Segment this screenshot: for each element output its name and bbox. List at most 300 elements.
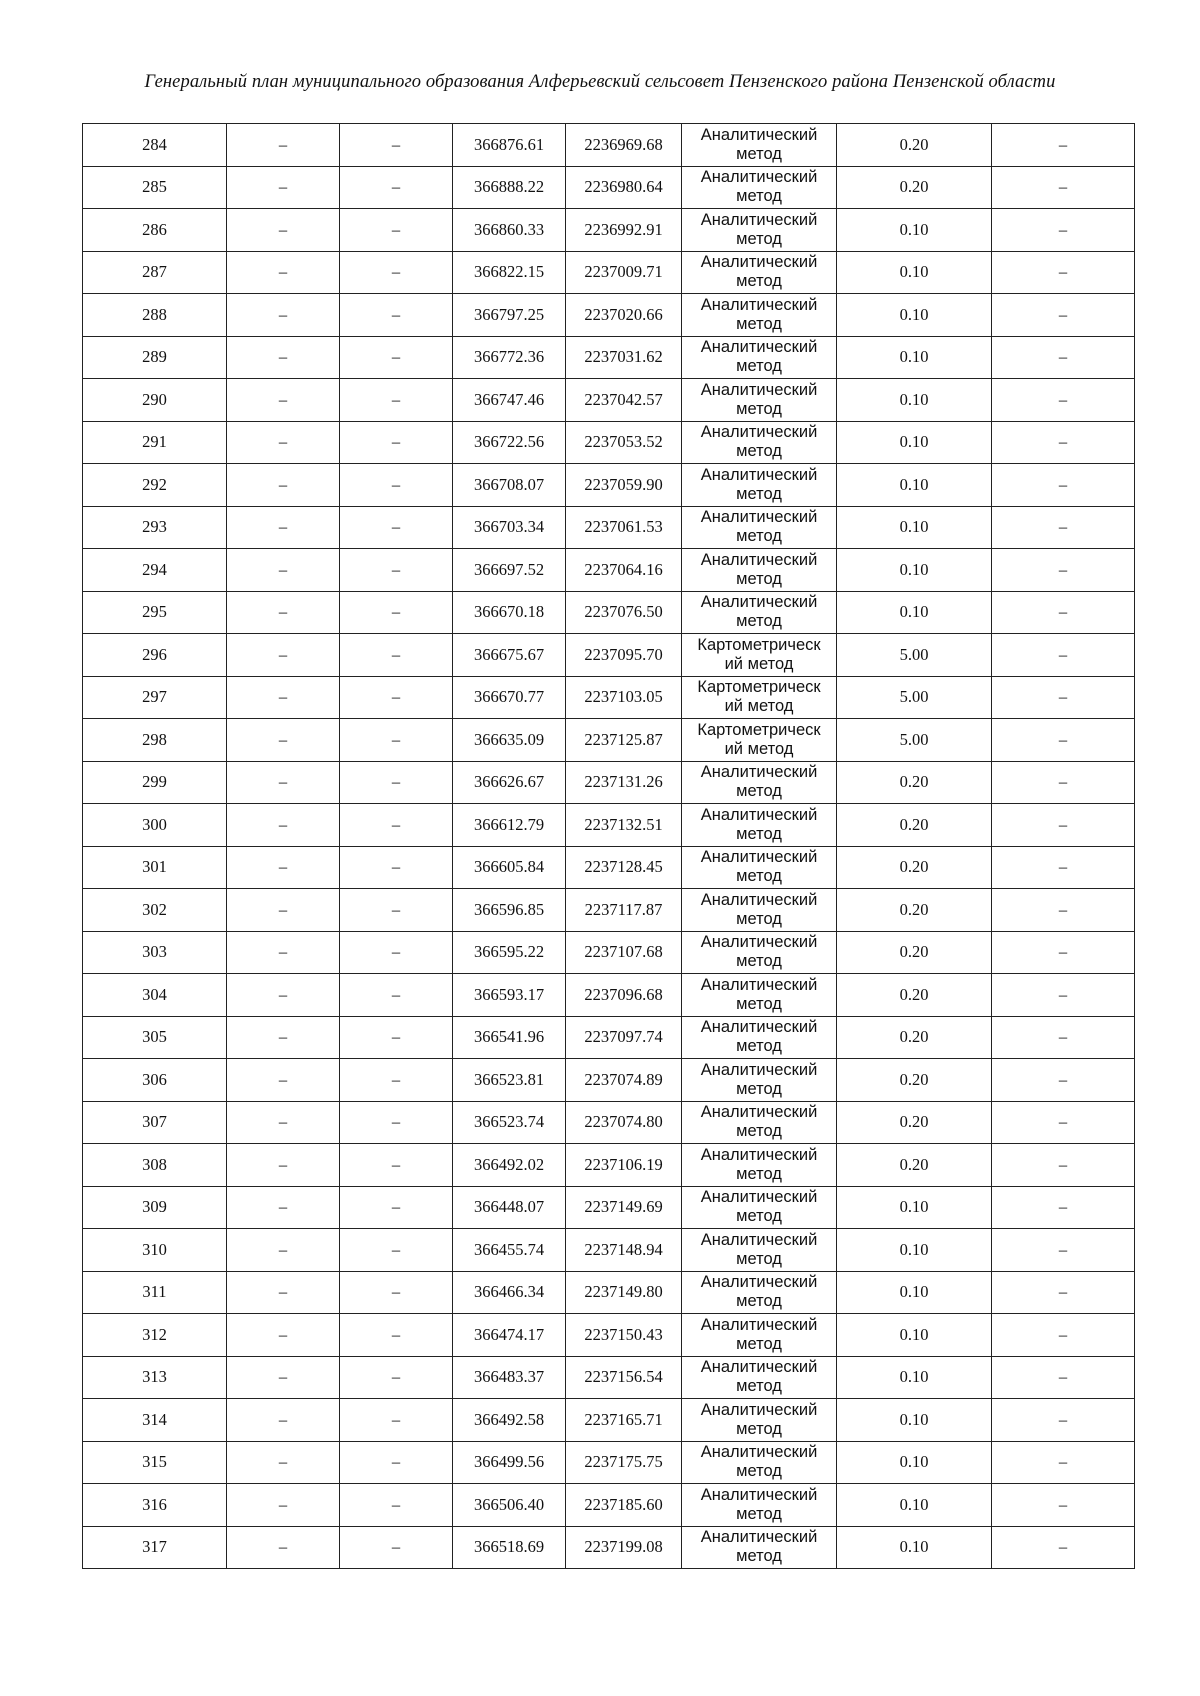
empty-dash-cell: – (992, 846, 1135, 889)
empty-dash-cell: – (227, 1314, 340, 1357)
point-number-cell: 303 (83, 931, 227, 974)
empty-dash-cell: – (340, 1441, 453, 1484)
point-number-cell: 314 (83, 1399, 227, 1442)
empty-dash-cell: – (992, 464, 1135, 507)
empty-dash-cell: – (340, 1356, 453, 1399)
empty-dash-cell: – (992, 761, 1135, 804)
x-coordinate-cell: 366626.67 (453, 761, 566, 804)
accuracy-cell: 0.20 (837, 761, 992, 804)
method-line-1: Аналитический (700, 1018, 818, 1037)
empty-dash-cell: – (992, 1016, 1135, 1059)
y-coordinate-cell: 2237009.71 (566, 251, 682, 294)
method-line-1: Аналитический (700, 848, 818, 867)
accuracy-cell: 0.20 (837, 846, 992, 889)
y-coordinate-cell: 2237074.89 (566, 1059, 682, 1102)
accuracy-cell: 0.10 (837, 591, 992, 634)
method-cell (682, 1271, 837, 1314)
x-coordinate-cell: 366605.84 (453, 846, 566, 889)
accuracy-cell: 0.10 (837, 464, 992, 507)
method-line-1: Аналитический (700, 1060, 818, 1079)
empty-dash-cell: – (340, 166, 453, 209)
x-coordinate-cell: 366492.58 (453, 1399, 566, 1442)
accuracy-cell: 5.00 (837, 634, 992, 677)
x-coordinate-cell: 366670.18 (453, 591, 566, 634)
empty-dash-cell: – (992, 1526, 1135, 1569)
method-line-2: метод (736, 1292, 782, 1311)
method-cell (682, 1059, 837, 1102)
empty-dash-cell: – (340, 1144, 453, 1187)
empty-dash-cell: – (340, 931, 453, 974)
point-number-cell: 292 (83, 464, 227, 507)
method-cell (682, 166, 837, 209)
table-row (83, 124, 1135, 167)
empty-dash-cell: – (227, 804, 340, 847)
method-line-2: метод (736, 569, 782, 588)
method-cell (682, 1441, 837, 1484)
y-coordinate-cell: 2237128.45 (566, 846, 682, 889)
method-cell (682, 1186, 837, 1229)
x-coordinate-cell: 366523.74 (453, 1101, 566, 1144)
table-row (83, 336, 1135, 379)
empty-dash-cell: – (340, 124, 453, 167)
empty-dash-cell: – (340, 1314, 453, 1357)
table-row (83, 719, 1135, 762)
x-coordinate-cell: 366722.56 (453, 421, 566, 464)
empty-dash-cell: – (340, 676, 453, 719)
empty-dash-cell: – (227, 1484, 340, 1527)
table-row (83, 1526, 1135, 1569)
y-coordinate-cell: 2237156.54 (566, 1356, 682, 1399)
point-number-cell: 312 (83, 1314, 227, 1357)
empty-dash-cell: – (227, 1059, 340, 1102)
y-coordinate-cell: 2237095.70 (566, 634, 682, 677)
empty-dash-cell: – (992, 1356, 1135, 1399)
empty-dash-cell: – (227, 1356, 340, 1399)
accuracy-cell: 0.10 (837, 421, 992, 464)
empty-dash-cell: – (227, 124, 340, 167)
empty-dash-cell: – (340, 209, 453, 252)
method-line-1: Аналитический (700, 1485, 818, 1504)
accuracy-cell: 0.20 (837, 1101, 992, 1144)
method-cell (682, 804, 837, 847)
table-row (83, 464, 1135, 507)
accuracy-cell: 0.20 (837, 974, 992, 1017)
method-line-1: Аналитический (700, 125, 818, 144)
accuracy-cell: 0.10 (837, 379, 992, 422)
method-cell (682, 1016, 837, 1059)
empty-dash-cell: – (992, 209, 1135, 252)
x-coordinate-cell: 366541.96 (453, 1016, 566, 1059)
empty-dash-cell: – (992, 634, 1135, 677)
empty-dash-cell: – (992, 1441, 1135, 1484)
y-coordinate-cell: 2237059.90 (566, 464, 682, 507)
method-line-2: метод (736, 1377, 782, 1396)
method-line-1: Аналитический (700, 1400, 818, 1419)
y-coordinate-cell: 2237117.87 (566, 889, 682, 932)
method-cell (682, 1229, 837, 1272)
accuracy-cell: 0.20 (837, 124, 992, 167)
empty-dash-cell: – (227, 421, 340, 464)
empty-dash-cell: – (992, 294, 1135, 337)
method-line-1: Аналитический (700, 295, 818, 314)
empty-dash-cell: – (992, 974, 1135, 1017)
method-line-2: метод (736, 782, 782, 801)
method-cell (682, 251, 837, 294)
method-line-2: метод (736, 1207, 782, 1226)
empty-dash-cell: – (227, 336, 340, 379)
empty-dash-cell: – (992, 166, 1135, 209)
point-number-cell: 289 (83, 336, 227, 379)
point-number-cell: 301 (83, 846, 227, 889)
method-line-1: Аналитический (700, 1358, 818, 1377)
method-line-2: метод (736, 442, 782, 461)
empty-dash-cell: – (340, 549, 453, 592)
page-header: Генеральный план муниципального образования Алферьевский сельсовет Пензенского района Пензенской области (144, 72, 1056, 92)
empty-dash-cell: – (992, 719, 1135, 762)
empty-dash-cell: – (227, 676, 340, 719)
method-line-2: ий метод (724, 654, 794, 673)
x-coordinate-cell: 366772.36 (453, 336, 566, 379)
x-coordinate-cell: 366697.52 (453, 549, 566, 592)
accuracy-cell: 0.10 (837, 1484, 992, 1527)
y-coordinate-cell: 2237148.94 (566, 1229, 682, 1272)
point-number-cell: 305 (83, 1016, 227, 1059)
empty-dash-cell: – (992, 336, 1135, 379)
empty-dash-cell: – (340, 889, 453, 932)
y-coordinate-cell: 2237053.52 (566, 421, 682, 464)
method-cell (682, 124, 837, 167)
y-coordinate-cell: 2237199.08 (566, 1526, 682, 1569)
method-line-1: Аналитический (700, 933, 818, 952)
x-coordinate-cell: 366860.33 (453, 209, 566, 252)
y-coordinate-cell: 2237107.68 (566, 931, 682, 974)
x-coordinate-cell: 366612.79 (453, 804, 566, 847)
method-line-2: ий метод (724, 739, 794, 758)
method-cell (682, 974, 837, 1017)
empty-dash-cell: – (340, 591, 453, 634)
empty-dash-cell: – (227, 1271, 340, 1314)
method-line-1: Аналитический (700, 1528, 818, 1547)
method-cell (682, 464, 837, 507)
table-row (83, 931, 1135, 974)
x-coordinate-cell: 366448.07 (453, 1186, 566, 1229)
method-line-1: Аналитический (700, 465, 818, 484)
accuracy-cell: 0.20 (837, 931, 992, 974)
table-row (83, 166, 1135, 209)
empty-dash-cell: – (340, 1399, 453, 1442)
method-line-2: метод (736, 1249, 782, 1268)
point-number-cell: 306 (83, 1059, 227, 1102)
empty-dash-cell: – (340, 846, 453, 889)
x-coordinate-cell: 366635.09 (453, 719, 566, 762)
method-cell (682, 591, 837, 634)
point-number-cell: 307 (83, 1101, 227, 1144)
point-number-cell: 297 (83, 676, 227, 719)
method-cell (682, 931, 837, 974)
y-coordinate-cell: 2237064.16 (566, 549, 682, 592)
x-coordinate-cell: 366499.56 (453, 1441, 566, 1484)
method-line-1: Аналитический (700, 593, 818, 612)
y-coordinate-cell: 2236992.91 (566, 209, 682, 252)
y-coordinate-cell: 2237150.43 (566, 1314, 682, 1357)
method-line-1: Аналитический (700, 1145, 818, 1164)
empty-dash-cell: – (227, 1399, 340, 1442)
method-cell (682, 209, 837, 252)
method-line-1: Аналитический (700, 380, 818, 399)
method-cell (682, 336, 837, 379)
method-line-1: Аналитический (700, 1315, 818, 1334)
empty-dash-cell: – (992, 889, 1135, 932)
method-line-1: Аналитический (700, 210, 818, 229)
empty-dash-cell: – (227, 1526, 340, 1569)
empty-dash-cell: – (227, 719, 340, 762)
accuracy-cell: 0.10 (837, 549, 992, 592)
method-line-1: Аналитический (700, 338, 818, 357)
point-number-cell: 287 (83, 251, 227, 294)
accuracy-cell: 0.20 (837, 804, 992, 847)
empty-dash-cell: – (992, 931, 1135, 974)
y-coordinate-cell: 2237149.69 (566, 1186, 682, 1229)
x-coordinate-cell: 366747.46 (453, 379, 566, 422)
table-row (83, 1101, 1135, 1144)
table-row (83, 506, 1135, 549)
empty-dash-cell: – (227, 506, 340, 549)
point-number-cell: 286 (83, 209, 227, 252)
point-number-cell: 304 (83, 974, 227, 1017)
method-line-2: метод (736, 1334, 782, 1353)
empty-dash-cell: – (340, 336, 453, 379)
table-row (83, 1186, 1135, 1229)
point-number-cell: 300 (83, 804, 227, 847)
x-coordinate-cell: 366523.81 (453, 1059, 566, 1102)
accuracy-cell: 0.10 (837, 294, 992, 337)
empty-dash-cell: – (340, 974, 453, 1017)
table-row (83, 804, 1135, 847)
y-coordinate-cell: 2237103.05 (566, 676, 682, 719)
y-coordinate-cell: 2236980.64 (566, 166, 682, 209)
x-coordinate-cell: 366797.25 (453, 294, 566, 337)
method-cell (682, 506, 837, 549)
empty-dash-cell: – (227, 209, 340, 252)
empty-dash-cell: – (227, 166, 340, 209)
method-cell (682, 889, 837, 932)
table-row (83, 1229, 1135, 1272)
accuracy-cell: 0.10 (837, 209, 992, 252)
empty-dash-cell: – (992, 804, 1135, 847)
y-coordinate-cell: 2237125.87 (566, 719, 682, 762)
empty-dash-cell: – (227, 1016, 340, 1059)
point-number-cell: 309 (83, 1186, 227, 1229)
empty-dash-cell: – (340, 421, 453, 464)
x-coordinate-cell: 366518.69 (453, 1526, 566, 1569)
accuracy-cell: 0.10 (837, 1526, 992, 1569)
point-number-cell: 317 (83, 1526, 227, 1569)
table-row (83, 209, 1135, 252)
method-line-2: метод (736, 357, 782, 376)
method-cell (682, 1484, 837, 1527)
empty-dash-cell: – (340, 761, 453, 804)
point-number-cell: 293 (83, 506, 227, 549)
x-coordinate-cell: 366876.61 (453, 124, 566, 167)
table-row (83, 1016, 1135, 1059)
empty-dash-cell: – (992, 251, 1135, 294)
method-line-1: Аналитический (700, 168, 818, 187)
empty-dash-cell: – (340, 1484, 453, 1527)
empty-dash-cell: – (992, 421, 1135, 464)
empty-dash-cell: – (227, 846, 340, 889)
accuracy-cell: 5.00 (837, 676, 992, 719)
empty-dash-cell: – (992, 124, 1135, 167)
accuracy-cell: 0.10 (837, 1356, 992, 1399)
method-line-1: Аналитический (700, 975, 818, 994)
method-cell (682, 549, 837, 592)
x-coordinate-cell: 366455.74 (453, 1229, 566, 1272)
table-row (83, 676, 1135, 719)
y-coordinate-cell: 2236969.68 (566, 124, 682, 167)
point-number-cell: 290 (83, 379, 227, 422)
empty-dash-cell: – (340, 464, 453, 507)
empty-dash-cell: – (227, 1441, 340, 1484)
table-row (83, 1059, 1135, 1102)
method-line-1: Аналитический (700, 763, 818, 782)
table-body (83, 124, 1135, 1569)
method-line-2: метод (736, 1122, 782, 1141)
accuracy-cell: 0.20 (837, 1016, 992, 1059)
y-coordinate-cell: 2237031.62 (566, 336, 682, 379)
y-coordinate-cell: 2237132.51 (566, 804, 682, 847)
point-number-cell: 315 (83, 1441, 227, 1484)
empty-dash-cell: – (227, 1144, 340, 1187)
empty-dash-cell: – (227, 379, 340, 422)
y-coordinate-cell: 2237106.19 (566, 1144, 682, 1187)
method-line-1: Аналитический (700, 253, 818, 272)
y-coordinate-cell: 2237042.57 (566, 379, 682, 422)
y-coordinate-cell: 2237020.66 (566, 294, 682, 337)
x-coordinate-cell: 366822.15 (453, 251, 566, 294)
point-number-cell: 298 (83, 719, 227, 762)
table-row (83, 549, 1135, 592)
empty-dash-cell: – (227, 1186, 340, 1229)
method-line-1: Аналитический (700, 805, 818, 824)
accuracy-cell: 0.20 (837, 889, 992, 932)
method-line-2: метод (736, 909, 782, 928)
point-number-cell: 291 (83, 421, 227, 464)
empty-dash-cell: – (340, 804, 453, 847)
method-cell (682, 719, 837, 762)
method-cell (682, 1144, 837, 1187)
method-line-2: метод (736, 1462, 782, 1481)
y-coordinate-cell: 2237076.50 (566, 591, 682, 634)
method-cell (682, 421, 837, 464)
method-line-2: метод (736, 824, 782, 843)
y-coordinate-cell: 2237096.68 (566, 974, 682, 1017)
empty-dash-cell: – (992, 1229, 1135, 1272)
x-coordinate-cell: 366506.40 (453, 1484, 566, 1527)
method-line-2: метод (736, 229, 782, 248)
method-line-1: Аналитический (700, 1443, 818, 1462)
table-row (83, 591, 1135, 634)
y-coordinate-cell: 2237074.80 (566, 1101, 682, 1144)
empty-dash-cell: – (227, 889, 340, 932)
method-line-2: метод (736, 612, 782, 631)
method-line-1: Аналитический (700, 508, 818, 527)
empty-dash-cell: – (227, 549, 340, 592)
method-cell (682, 294, 837, 337)
method-line-1: Аналитический (700, 550, 818, 569)
point-number-cell: 308 (83, 1144, 227, 1187)
method-line-2: метод (736, 272, 782, 291)
point-number-cell: 294 (83, 549, 227, 592)
empty-dash-cell: – (992, 1059, 1135, 1102)
empty-dash-cell: – (340, 1186, 453, 1229)
method-cell (682, 1399, 837, 1442)
method-cell (682, 634, 837, 677)
method-line-1: Аналитический (700, 1230, 818, 1249)
method-cell (682, 761, 837, 804)
x-coordinate-cell: 366466.34 (453, 1271, 566, 1314)
accuracy-cell: 0.10 (837, 1271, 992, 1314)
method-line-1: Аналитический (700, 1188, 818, 1207)
empty-dash-cell: – (992, 506, 1135, 549)
point-number-cell: 310 (83, 1229, 227, 1272)
accuracy-cell: 0.20 (837, 1144, 992, 1187)
accuracy-cell: 0.10 (837, 1229, 992, 1272)
empty-dash-cell: – (340, 1526, 453, 1569)
method-cell (682, 1314, 837, 1357)
table-row (83, 1144, 1135, 1187)
method-line-1: Картометрическ (697, 720, 821, 739)
table-row (83, 251, 1135, 294)
empty-dash-cell: – (992, 1271, 1135, 1314)
method-line-1: Картометрическ (697, 635, 821, 654)
y-coordinate-cell: 2237097.74 (566, 1016, 682, 1059)
method-line-2: метод (736, 314, 782, 333)
method-line-2: метод (736, 527, 782, 546)
x-coordinate-cell: 366474.17 (453, 1314, 566, 1357)
method-line-2: метод (736, 1504, 782, 1523)
empty-dash-cell: – (340, 1271, 453, 1314)
empty-dash-cell: – (340, 251, 453, 294)
method-cell (682, 1526, 837, 1569)
accuracy-cell: 0.10 (837, 1186, 992, 1229)
method-cell (682, 379, 837, 422)
accuracy-cell: 0.20 (837, 166, 992, 209)
accuracy-cell: 0.20 (837, 1059, 992, 1102)
method-cell (682, 1356, 837, 1399)
accuracy-cell: 0.10 (837, 336, 992, 379)
method-cell (682, 846, 837, 889)
accuracy-cell: 0.10 (837, 1399, 992, 1442)
table-row (83, 1356, 1135, 1399)
table-row (83, 846, 1135, 889)
method-line-2: метод (736, 1037, 782, 1056)
y-coordinate-cell: 2237175.75 (566, 1441, 682, 1484)
y-coordinate-cell: 2237131.26 (566, 761, 682, 804)
method-line-2: метод (736, 144, 782, 163)
empty-dash-cell: – (340, 379, 453, 422)
empty-dash-cell: – (340, 634, 453, 677)
x-coordinate-cell: 366483.37 (453, 1356, 566, 1399)
table-row (83, 1314, 1135, 1357)
method-line-2: метод (736, 994, 782, 1013)
method-line-2: метод (736, 399, 782, 418)
method-line-2: метод (736, 484, 782, 503)
empty-dash-cell: – (227, 1101, 340, 1144)
accuracy-cell: 0.10 (837, 251, 992, 294)
method-line-2: метод (736, 952, 782, 971)
y-coordinate-cell: 2237149.80 (566, 1271, 682, 1314)
table-row (83, 1271, 1135, 1314)
